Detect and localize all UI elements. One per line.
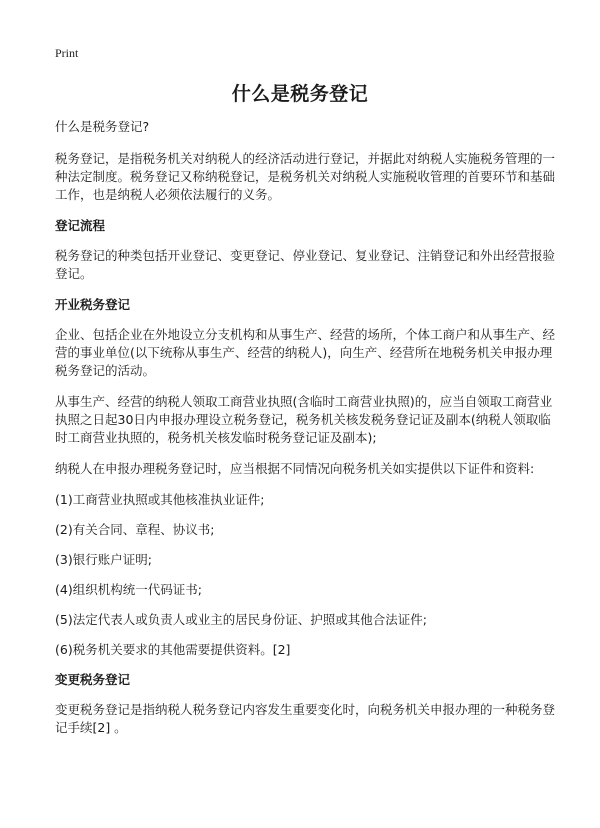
list-item: (5)法定代表人或负责人或业主的居民身份证、护照或其他合法证件; bbox=[55, 612, 427, 627]
opening-paragraph-3: 纳税人在申报办理税务登记时，应当根据不同情况向税务机关如实提供以下证件和资料: bbox=[55, 461, 535, 476]
section-heading-change: 变更税务登记 bbox=[55, 672, 131, 687]
page-title: 什么是税务登记 bbox=[231, 83, 369, 105]
opening-paragraph-1: 企业、包括企业在外地设立分支机构和从事生产、经营的场所，个体工商户和从事生产、经营的事业单位(以下统称从事生产、经营的纳税人)，向生产、经营所在地税务机关申报办理税务登记的活动。 bbox=[55, 327, 556, 378]
list-item: (6)税务机关要求的其他需要提供资料。[2] bbox=[55, 642, 291, 657]
list-item: (3)银行账户证明; bbox=[55, 552, 152, 567]
print-link[interactable]: Print bbox=[55, 46, 79, 60]
opening-paragraph-2: 从事生产、经营的纳税人领取工商营业执照(含临时工商营业执照)的，应当自领取工商营业执照之日起30日内申报办理设立税务登记，税务机关核发税务登记证及副本(纳税人领取临时工商营业执照的，税务机关核发临时税务登记证及副本); bbox=[55, 394, 553, 445]
intro-paragraph: 税务登记，是指税务机关对纳税人的经济活动进行登记，并据此对纳税人实施税务管理的一种法定制度。税务登记又称纳税登记，是税务机关对纳税人实施税收管理的首要环节和基础工作，也是纳税人必须依法履行的义务。 bbox=[55, 151, 556, 202]
list-item: (1)工商营业执照或其他核准执业证件; bbox=[55, 492, 265, 507]
section-heading-process: 登记流程 bbox=[55, 218, 106, 233]
section-heading-opening: 开业税务登记 bbox=[55, 297, 131, 312]
list-item: (2)有关合同、章程、协议书; bbox=[55, 522, 215, 537]
change-paragraph: 变更税务登记是指纳税人税务登记内容发生重要变化时，向税务机关申报办理的一种税务登记手续[2] 。 bbox=[55, 702, 556, 735]
process-paragraph: 税务登记的种类包括开业登记、变更登记、停业登记、复业登记、注销登记和外出经营报验登记。 bbox=[55, 248, 556, 281]
article-body bbox=[55, 118, 555, 750]
intro-question: 什么是税务登记? bbox=[55, 119, 150, 134]
list-item: (4)组织机构统一代码证书; bbox=[55, 582, 202, 597]
